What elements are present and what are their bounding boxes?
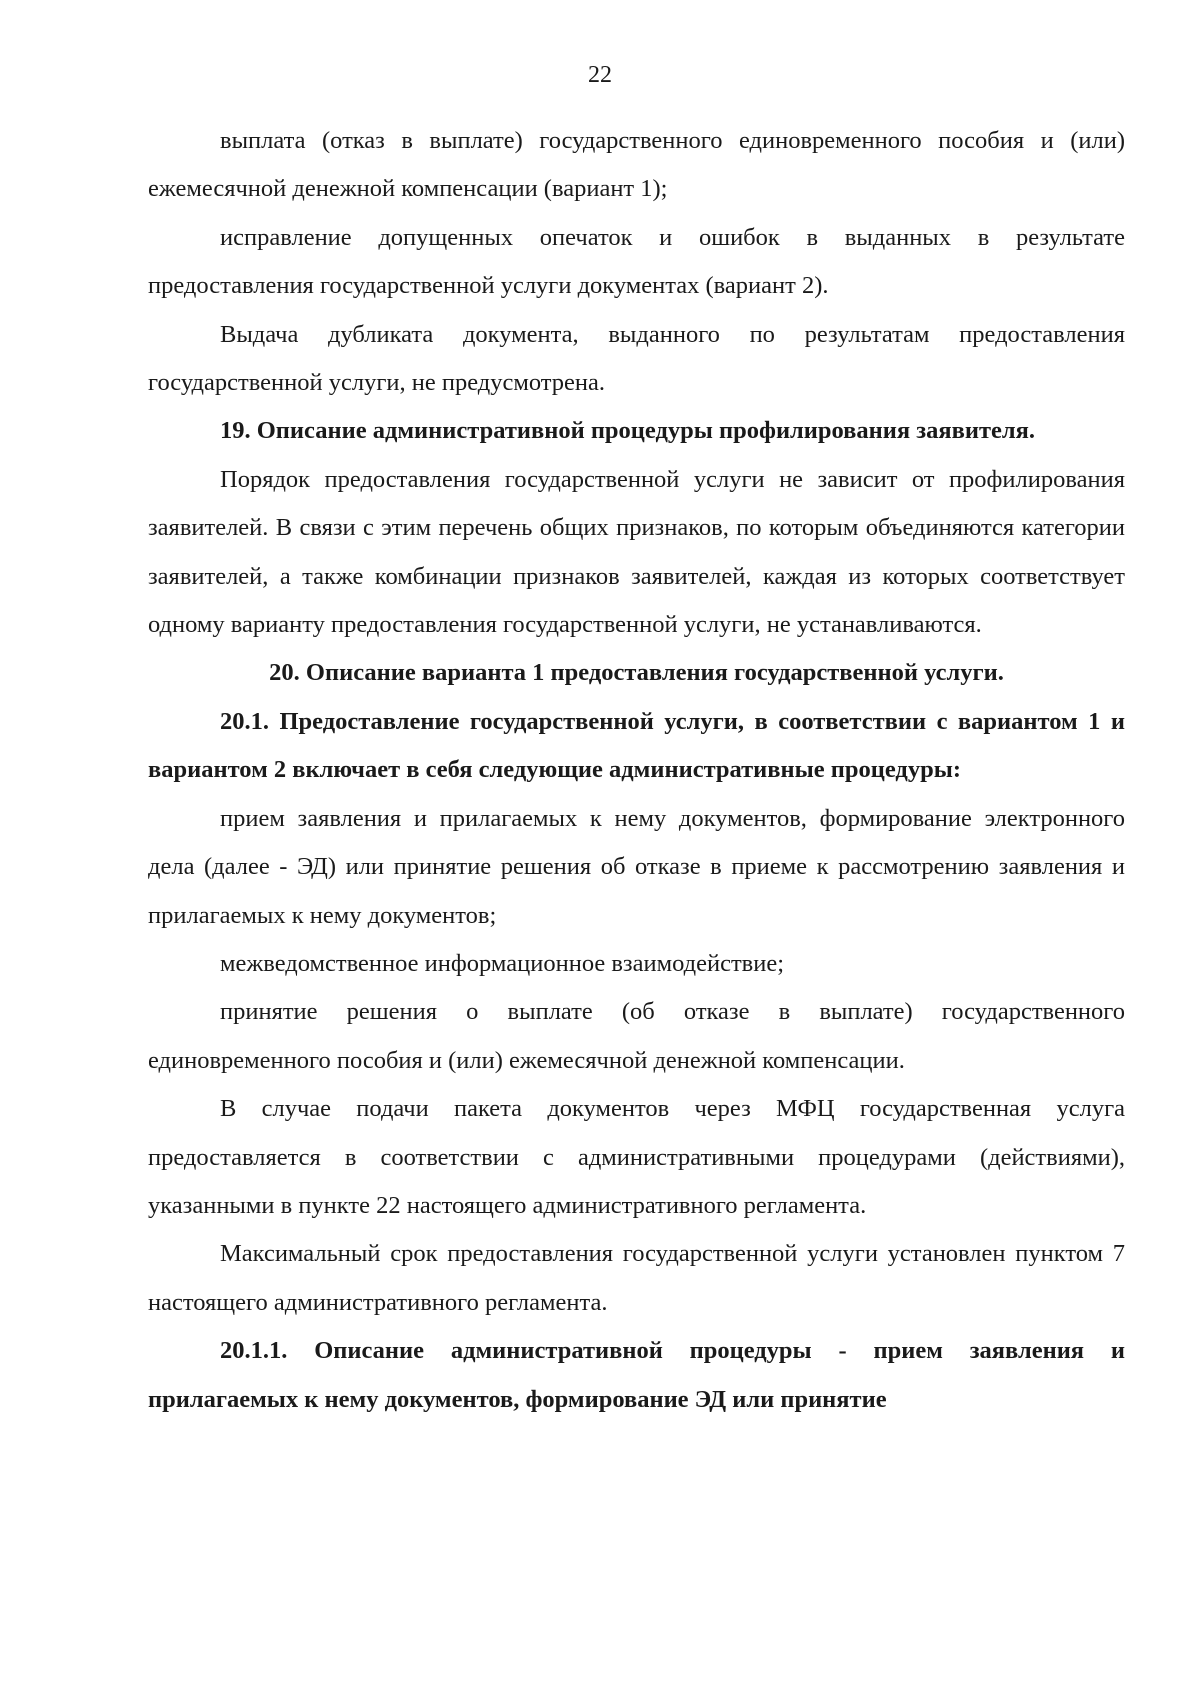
- heading-section-20-1: 20.1. Предоставление государственной услуги, в соответствии с вариантом 1 и вариантом 2 включает в себя следующие административные процедуры:: [148, 707, 1125, 784]
- paragraph-procedure-interagency: межведомственное информационное взаимодействие;: [220, 949, 785, 977]
- paragraph-payment-variant-1: выплата (отказ в выплате) государственного единовременного пособия и (или) ежемесячной денежной компенсации (вариант 1);: [148, 127, 1125, 203]
- heading-section-20-1-1: 20.1.1. Описание административной процедуры - прием заявления и прилагаемых к нему документов, формирование ЭД или принятие: [148, 1337, 1125, 1413]
- paragraph-profiling-order: Порядок предоставления государственной услуги не зависит от профилирования заявителей. В связи с этим перечень общих признаков, по которым объединяются категории заявителей, а также комбинации признаков заявителей, каждая из которых соответствует одному варианту предоставления государственной услуги, не устанавливаются.: [148, 465, 1125, 639]
- paragraph-max-term: Максимальный срок предоставления государственной услуги установлен пунктом 7 настоящего административного регламента.: [148, 1240, 1125, 1316]
- paragraph-procedure-reception: прием заявления и прилагаемых к нему документов, формирование электронного дела (далее - ЭД) или принятие решения об отказе в приеме к рассмотрению заявления и прилагаемых к нему документов;: [148, 804, 1125, 929]
- heading-section-20: 20. Описание варианта 1 предоставления государственной услуги.: [269, 659, 1004, 687]
- page-number: 22: [588, 62, 612, 88]
- paragraph-duplicate-not-provided: Выдача дубликата документа, выданного по результатам предоставления государственной услуги, не предусмотрена.: [148, 320, 1125, 397]
- heading-section-19: 19. Описание административной процедуры профилирования заявителя.: [220, 417, 1036, 445]
- paragraph-correction-variant-2: исправление допущенных опечаток и ошибок в выданных в результате предоставления государственной услуги документах (вариант 2).: [148, 223, 1125, 300]
- paragraph-mfc-submission: В случае подачи пакета документов через МФЦ государственная услуга предоставляется в соответствии с административными процедурами (действиями), указанными в пункте 22 настоящего административного регламента.: [148, 1095, 1125, 1219]
- paragraph-procedure-decision: принятие решения о выплате (об отказе в выплате) государственного единовременного пособия и (или) ежемесячной денежной компенсации.: [148, 998, 1125, 1074]
- document-body: [148, 117, 1125, 1424]
